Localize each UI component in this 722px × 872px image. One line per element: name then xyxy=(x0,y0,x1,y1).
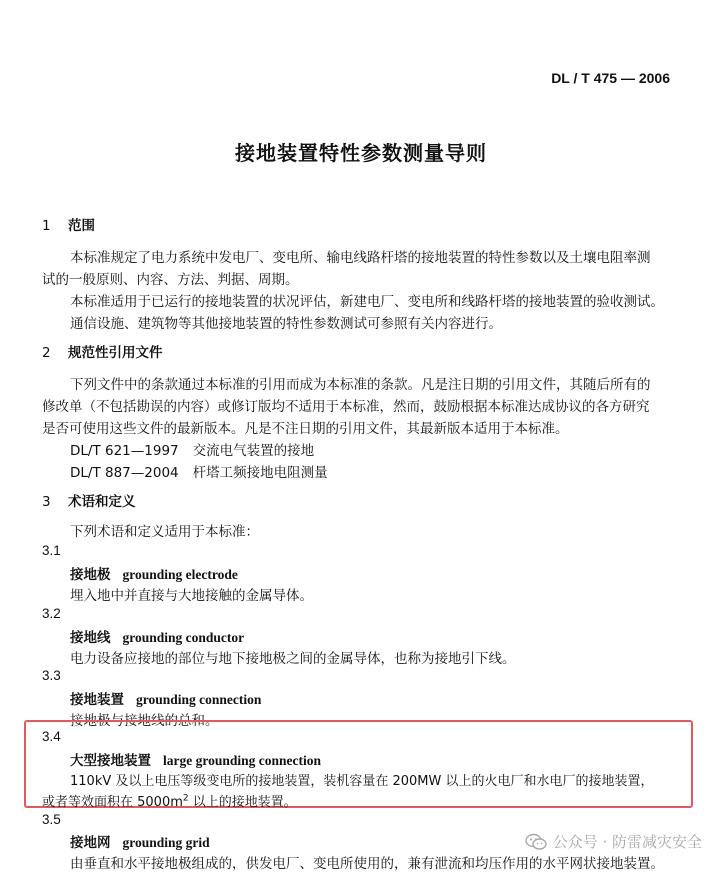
term-heading: 大型接地装置 large grounding connection xyxy=(70,753,322,769)
standard-code: DL / T 475 — 2006 xyxy=(551,70,670,86)
wechat-icon xyxy=(525,833,547,851)
term-heading: 接地线 grounding conductor xyxy=(70,630,245,646)
section-3-line-1: 下列术语和定义适用于本标准： xyxy=(70,524,259,540)
watermark-text: 公众号 · 防雷减灾安全 xyxy=(552,833,702,851)
section-1-line-2: 试的一般原则、内容、方法、判据、周期。 xyxy=(42,272,299,288)
term-number: 3.3 xyxy=(42,668,61,683)
section-3-heading: 3 术语和定义 xyxy=(42,494,136,510)
section-1-heading: 1 范围 xyxy=(42,218,95,234)
section-1-line-3: 本标准适用于已运行的接地装置的状况评估，新建电厂、变电所和线路杆塔的接地装置的验收测试。 xyxy=(70,294,664,310)
section-2-line-2: 修改单（不包括勘误的内容）或修订版均不适用于本标准，然而，鼓励根据本标准达成协议的各方研究 xyxy=(42,399,650,415)
watermark xyxy=(525,831,702,852)
term-number: 3.4 xyxy=(42,729,61,744)
section-2-line-1: 下列文件中的条款通过本标准的引用而成为本标准的条款。凡是注日期的引用文件，其随后所有的 xyxy=(70,377,651,393)
reference-item: DL/T 621—1997 交流电气装置的接地 xyxy=(70,443,315,459)
term-heading: 接地装置 grounding connection xyxy=(70,692,262,708)
term-definition: 接地极与接地线的总和。 xyxy=(70,713,219,729)
term-definition: 埋入地中并直接与大地接触的金属导体。 xyxy=(70,588,313,604)
section-2-line-3: 是否可使用这些文件的最新版本。凡是不注日期的引用文件，其最新版本适用于本标准。 xyxy=(42,421,569,437)
term-number: 3.2 xyxy=(42,606,61,621)
term-definition: 由垂直和水平接地极组成的，供发电厂、变电所使用的，兼有泄流和均压作用的水平网状接地装置。 xyxy=(70,856,664,872)
term-definition: 110kV 及以上电压等级变电所的接地装置，装机容量在 200MW 以上的火电厂和水电厂的接地装置， xyxy=(70,774,654,789)
reference-item: DL/T 887—2004 杆塔工频接地电阻测量 xyxy=(70,465,328,481)
term-definition: 或者等效面积在 $5000m^2$ 以上的接地装置。 xyxy=(42,793,297,810)
section-1-line-4: 通信设施、建筑物等其他接地装置的特性参数测试可参照有关内容进行。 xyxy=(70,316,502,332)
section-1-line-1: 本标准规定了电力系统中发电厂、变电所、输电线路杆塔的接地装置的特性参数以及土壤电阻率测 xyxy=(70,250,651,266)
document-title: 接地装置特性参数测量导则 xyxy=(235,141,487,165)
section-2-heading: 2 规范性引用文件 xyxy=(42,345,163,361)
term-heading: 接地极 grounding electrode xyxy=(70,567,238,583)
term-heading: 接地网 grounding grid xyxy=(70,835,210,851)
term-number: 3.5 xyxy=(42,812,61,827)
term-number: 3.1 xyxy=(42,543,61,558)
term-definition: 电力设备应接地的部位与地下接地极之间的金属导体，也称为接地引下线。 xyxy=(70,651,516,667)
